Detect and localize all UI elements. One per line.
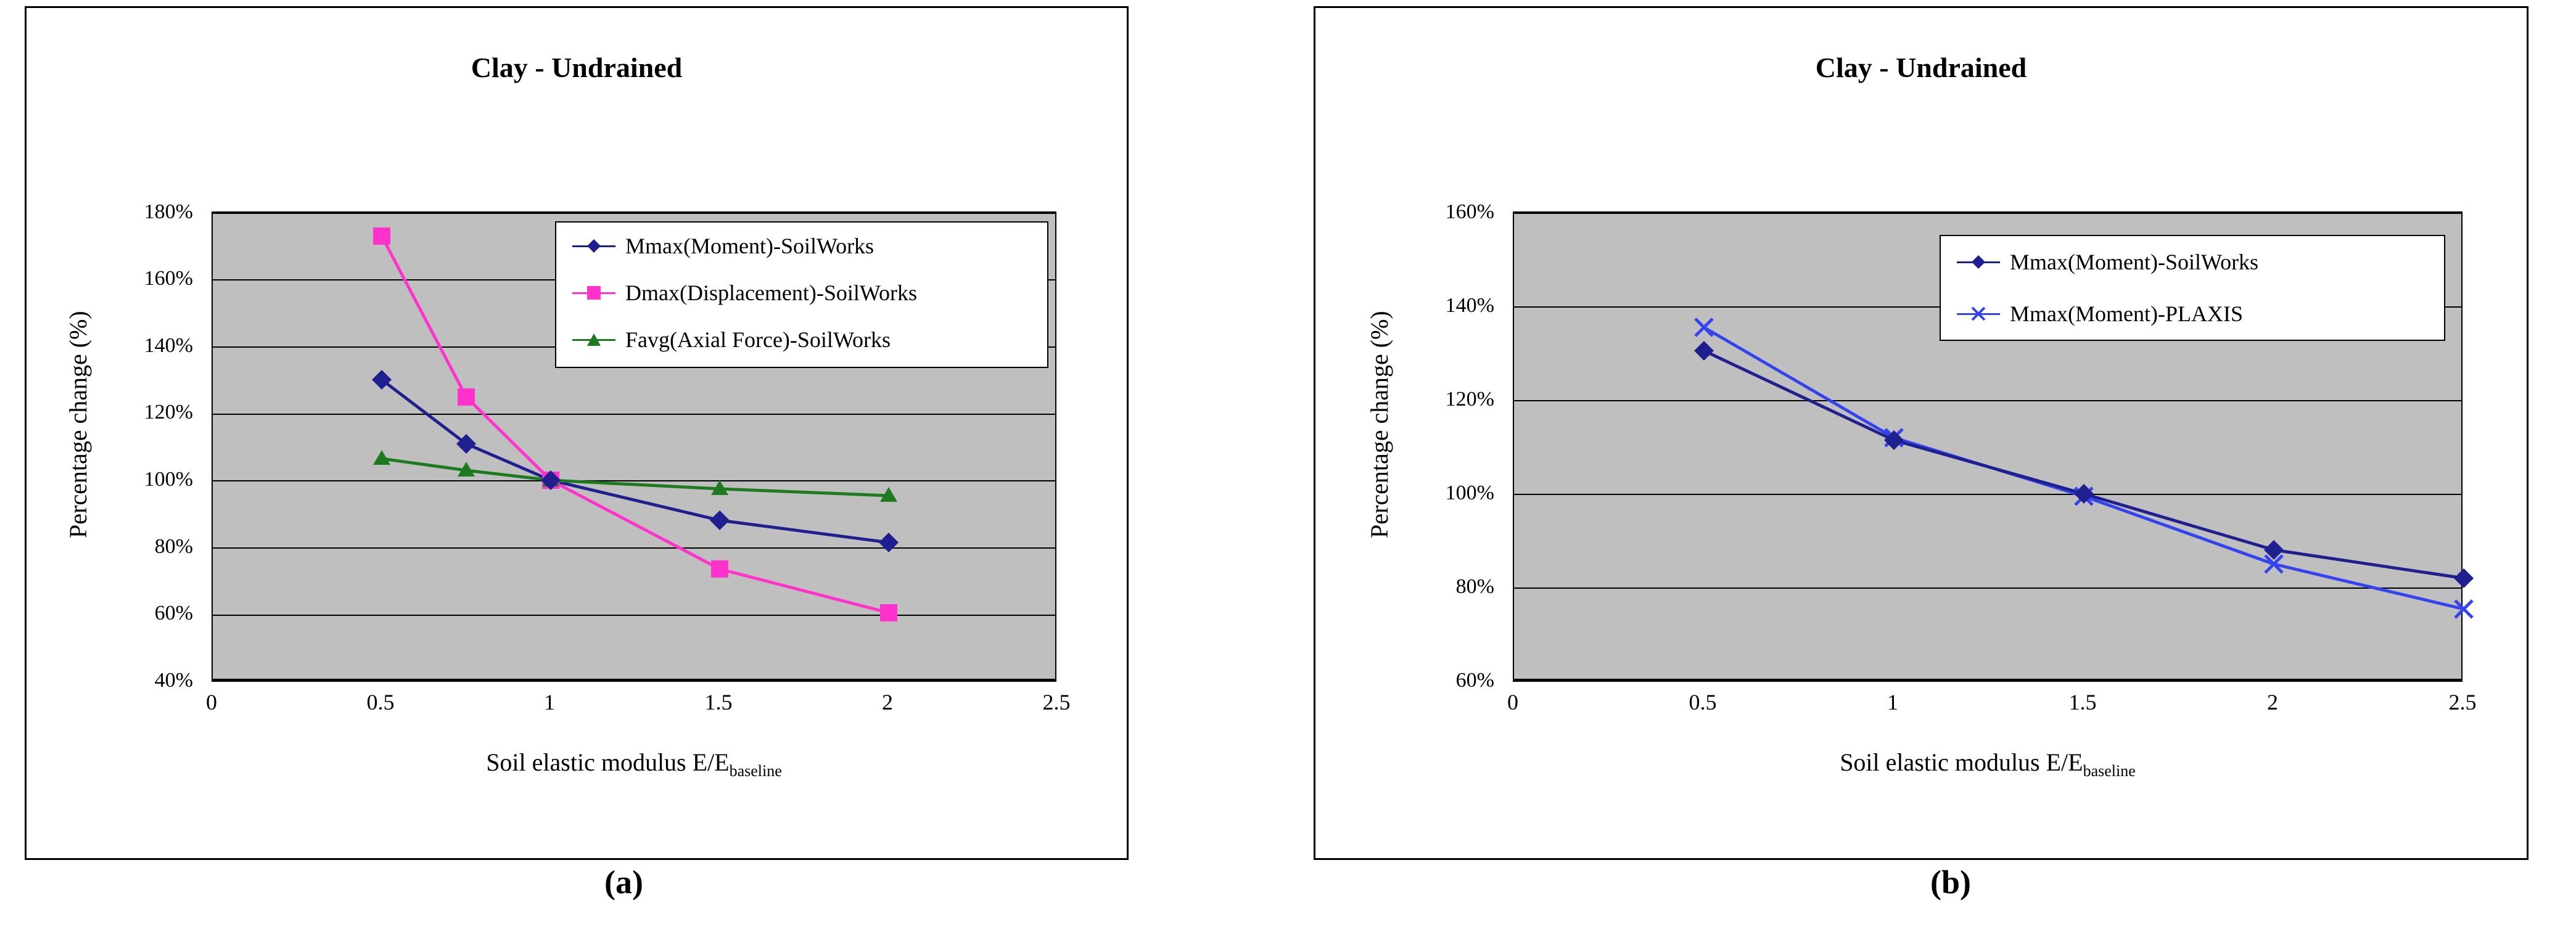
x-tick-b-0: 0 [1507,690,1518,714]
legend-label-a-1: Dmax(Displacement)-SoilWorks [625,280,917,305]
y-axis-label-b: Percentage change (%) [1365,311,1393,538]
legend-item-a-1[interactable] [556,269,1047,316]
x-tick-a-1: 0.5 [366,690,395,714]
marker-mmax-a-4 [879,533,899,552]
series-line-favg-a [382,459,889,496]
y-tick-b-0: 160% [1445,200,1494,223]
chart-title-b: Clay - Undrained [1815,52,2027,83]
x-tick-a-4: 2 [882,690,893,714]
x-tick-a-5: 2.5 [1042,690,1071,714]
y-tick-a-7: 40% [154,669,193,692]
legend-a [555,221,1048,368]
y-tick-a-5: 80% [154,535,193,558]
marker-plaxis-b-0 [1695,319,1713,336]
marker-soilworks-b-0 [1694,341,1714,361]
y-tick-b-1: 140% [1445,294,1494,317]
x-tick-b-4: 2 [2267,690,2278,714]
marker-favg-a-0 [373,450,390,465]
y-tick-a-6: 60% [154,602,193,624]
square-icon [572,280,615,305]
chart-title-a: Clay - Undrained [471,52,683,83]
series-line-soilworks-b [1704,351,2464,578]
x-axis-label-b [1513,748,2463,780]
panel-caption-a: (a) [604,864,643,901]
x-axis-label-b-main: Soil elastic modulus E/E [1840,748,2083,776]
x-axis-line-b [1513,680,2463,682]
diamond-icon [1957,250,2000,274]
y-tick-a-1: 160% [144,267,193,290]
x-tick-b-2: 1 [1887,690,1898,714]
chart-panel-b [1314,6,2529,860]
marker-group-plaxis-b [1695,319,2472,618]
y-tick-a-3: 120% [144,401,193,424]
marker-dmax-a-1 [458,388,475,406]
x-axis-label-a-main: Soil elastic modulus E/E [486,748,730,776]
x-axis-label-a [212,748,1056,780]
marker-soilworks-b-4 [2454,568,2474,588]
legend-label-a-2: Favg(Axial Force)-SoilWorks [625,327,891,352]
legend-b [1940,235,2445,341]
x-tick-a-3: 1.5 [704,690,733,714]
y-axis-label-a: Percentage change (%) [64,311,92,538]
y-tick-b-3: 100% [1445,481,1494,504]
legend-label-a-0: Mmax(Moment)-SoilWorks [625,234,874,258]
legend-label-b-1: Mmax(Moment)-PLAXIS [2010,301,2243,326]
marker-dmax-a-0 [373,227,390,245]
cross-icon [1957,301,2000,326]
marker-mmax-a-3 [710,510,730,530]
panel-caption-b: (b) [1930,864,1971,901]
x-tick-a-0: 0 [206,690,217,714]
plot-area-b [1513,211,2463,680]
x-axis-label-b-sub: baseline [2083,762,2136,780]
legend-item-b-0[interactable] [1941,236,2444,288]
y-tick-b-5: 60% [1455,669,1494,692]
x-tick-b-1: 0.5 [1689,690,1717,714]
triangle-icon [572,327,615,352]
y-tick-a-0: 180% [144,200,193,223]
x-tick-b-5: 2.5 [2448,690,2477,714]
y-tick-b-4: 80% [1455,575,1494,598]
legend-item-a-2[interactable] [556,316,1047,363]
legend-item-a-0[interactable] [556,223,1047,269]
x-tick-b-3: 1.5 [2068,690,2097,714]
plot-area-a [212,211,1056,680]
marker-dmax-a-3 [711,560,728,578]
legend-label-b-0: Mmax(Moment)-SoilWorks [2010,250,2259,274]
y-tick-b-2: 120% [1445,388,1494,411]
marker-dmax-a-4 [880,604,897,621]
legend-item-b-1[interactable] [1941,288,2444,340]
chart-panel-a [25,6,1129,860]
series-line-plaxis-b [1704,327,2464,609]
diamond-icon [572,234,615,258]
marker-soilworks-b-2 [2074,484,2094,504]
y-tick-a-2: 140% [144,334,193,357]
y-tick-a-4: 100% [144,468,193,491]
x-axis-label-a-sub: baseline [729,762,782,780]
x-axis-line-a [212,680,1056,682]
x-tick-a-2: 1 [544,690,555,714]
